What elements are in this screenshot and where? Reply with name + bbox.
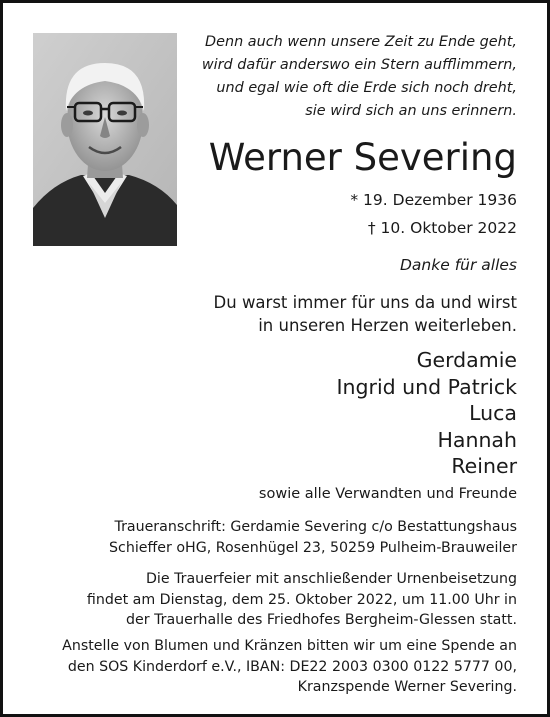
family-member: Ingrid und Patrick <box>336 374 517 399</box>
address-line: Schieffer oHG, Rosenhügel 23, 50259 Pulheim-Brauweiler <box>109 539 517 556</box>
family-member: Reiner <box>451 454 517 478</box>
tribute-line: in unseren Herzen weiterleben. <box>258 316 517 335</box>
donation-line: Anstelle von Blumen und Kränzen bitten wir um eine Spende an <box>62 638 517 654</box>
relatives-line: sowie alle Verwandten und Freunde <box>258 486 517 502</box>
deceased-name: Werner Severing <box>208 136 517 179</box>
family-member: Gerdamie <box>416 348 517 372</box>
donation-info <box>62 636 517 698</box>
poem-line: sie wird sich an uns erinnern. <box>305 103 517 119</box>
poem-line: und egal wie oft die Erde sich noch dreht, <box>216 80 517 96</box>
thanks-line: Danke für alles <box>400 256 517 274</box>
ceremony-info <box>87 569 517 631</box>
birth-date: * 19. Dezember 1936 <box>350 191 517 209</box>
ceremony-line: findet am Dienstag, dem 25. Oktober 2022, um 11.00 Uhr in <box>86 591 517 608</box>
portrait-illustration <box>33 33 177 246</box>
poem-verse <box>177 31 517 123</box>
ceremony-line: Die Trauerfeier mit anschließender Urnenbeisetzung <box>145 571 517 587</box>
tribute-line: Du warst immer für uns da und wirst <box>213 293 517 312</box>
address-line: Traueranschrift: Gerdamie Severing c/o Bestattungshaus <box>114 519 517 535</box>
family-member: Hannah <box>437 427 517 452</box>
donation-line: Kranzspende Werner Severing. <box>297 679 517 695</box>
ceremony-line: der Trauerhalle des Friedhofes Bergheim-Glessen statt. <box>126 612 517 628</box>
portrait-photo <box>33 33 177 246</box>
donation-line: den SOS Kinderdorf e.V., IBAN: DE22 2003 0300 0122 5777 00, <box>67 658 517 675</box>
mourning-address <box>109 517 517 558</box>
poem-line: wird dafür anderswo ein Stern aufflimmern, <box>201 57 517 73</box>
family-member: Luca <box>469 401 517 425</box>
poem-line: Denn auch wenn unsere Zeit zu Ende geht, <box>205 34 517 50</box>
tribute-text <box>214 291 517 337</box>
death-date: † 10. Oktober 2022 <box>367 219 517 237</box>
family-list <box>336 347 517 480</box>
